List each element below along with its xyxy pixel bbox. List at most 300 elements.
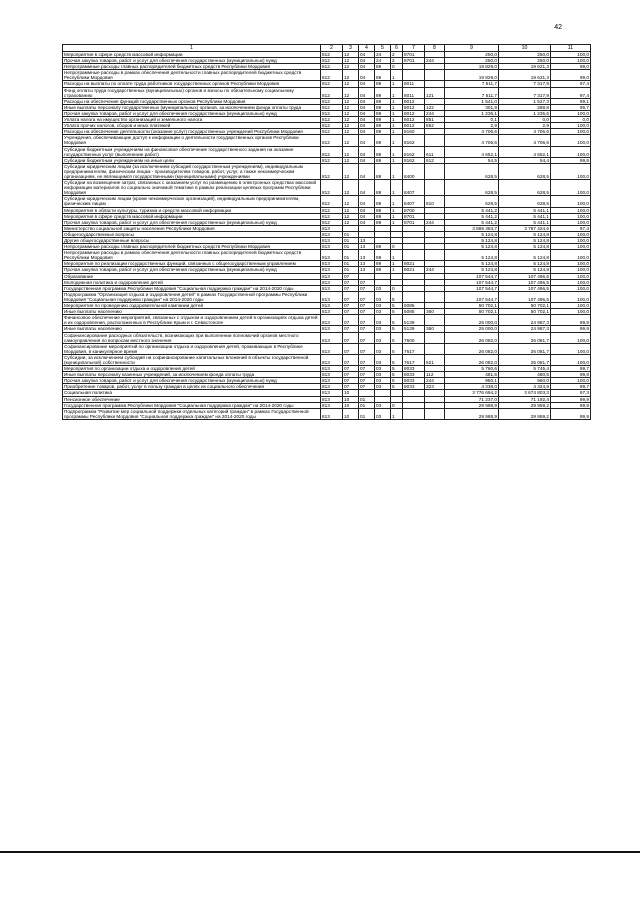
row-value: 812 — [321, 135, 343, 146]
row-value: 26 081,7 — [499, 343, 551, 354]
row-value: 1 — [391, 196, 403, 207]
row-value: 10 — [343, 402, 359, 408]
row-value — [425, 135, 445, 146]
row-value: 107 496,5 — [499, 279, 551, 285]
row-value: 12 — [343, 163, 359, 179]
row-value: 89 — [375, 213, 391, 219]
row-value: 12 — [343, 58, 359, 64]
row-description: Прочая закупка товаров, работ и услуг для обеспечения государственных (муниципальных) нужд — [63, 110, 321, 116]
row-value: 12 — [343, 157, 359, 163]
row-value: 100,0 — [551, 343, 591, 354]
row-value: 07 — [343, 279, 359, 285]
row-value: 813 — [321, 378, 343, 384]
row-value — [425, 163, 445, 179]
row-value: 12 — [343, 129, 359, 135]
row-value: 07 — [359, 354, 375, 365]
row-value: 04 — [359, 98, 375, 104]
row-value: 100,0 — [551, 303, 591, 309]
row-value: 100,0 — [551, 123, 591, 129]
row-value: 5 124,8 — [445, 231, 499, 237]
row-value: 1 — [391, 110, 403, 116]
row-description: Фонд оплаты труда государственных (муниципальных) органов и взносы по обязательному социальному страхованию — [63, 87, 321, 98]
row-value: 5 441,2 — [445, 213, 499, 219]
row-value: 8700 — [403, 207, 425, 213]
row-value: 89 — [375, 180, 391, 196]
row-value: 89 — [375, 146, 391, 157]
row-value: 5 124,8 — [499, 231, 551, 237]
table-row — [63, 408, 591, 419]
row-value: 100,0 — [551, 110, 591, 116]
row-value: 812 — [321, 213, 343, 219]
row-value: 7600 — [403, 332, 425, 343]
row-description: Софинансирование расходных обязательств, возникающих при выполнении полномочий органов местного самоуправления по вопросам местного значения — [63, 332, 321, 343]
row-description: Софинансирование мероприятий по организации отдыха и оздоровления детей, проживающих в Республике Мордовия, в каникулярное время — [63, 343, 321, 354]
row-value — [425, 343, 445, 354]
row-value: 03 — [375, 408, 391, 419]
row-value: 5 — [391, 326, 403, 332]
row-value: 07 — [359, 309, 375, 315]
row-value: 5 124,8 — [445, 261, 499, 267]
row-value: 1 — [391, 213, 403, 219]
row-value: 0 — [391, 402, 403, 408]
row-value: 3 674 803,3 — [499, 390, 551, 396]
row-value: 5 — [391, 309, 403, 315]
row-value: 360 — [425, 309, 445, 315]
row-value: 628,5 — [445, 196, 499, 207]
row-value: 26 081,7 — [499, 332, 551, 343]
row-value: 07 — [359, 384, 375, 390]
row-description: Непрограммные расходы в рамках обеспечения деятельности главных распорядителей бюджетных средств Республики Мордовия — [63, 250, 321, 261]
row-value: 5 — [391, 303, 403, 309]
row-value: 100,0 — [551, 332, 591, 343]
row-value: 5139 — [403, 326, 425, 332]
header-cell-6: 6 — [391, 45, 403, 52]
row-value: 12 — [343, 81, 359, 87]
row-value: 07 — [343, 384, 359, 390]
row-value: 107 496,5 — [499, 291, 551, 302]
row-value: 99,7 — [551, 384, 591, 390]
row-value: 960,1 — [445, 378, 499, 384]
row-value: 25 000,0 — [445, 326, 499, 332]
row-value: 89 — [375, 129, 391, 135]
row-value: 8021 — [403, 267, 425, 273]
row-value: 1 — [391, 157, 403, 163]
row-value: 1 — [391, 104, 403, 110]
row-value: 89 — [375, 123, 391, 129]
row-value: 5085 — [403, 309, 425, 315]
row-value: 628,5 — [499, 163, 551, 179]
row-value: 813 — [321, 238, 343, 244]
row-value: 813 — [321, 372, 343, 378]
row-value: 29 959,2 — [499, 408, 551, 419]
row-value: 24 987,3 — [499, 326, 551, 332]
table-row — [63, 135, 591, 146]
row-value: 03 — [375, 402, 391, 408]
row-value: 5 441,2 — [445, 207, 499, 213]
budget-table-sheet — [62, 44, 590, 420]
row-value: 812 — [321, 110, 343, 116]
row-value: 1 — [391, 81, 403, 87]
row-value: 89 — [375, 261, 391, 267]
row-description: Непрограммные расходы главных распорядителей бюджетных средств Республики Мордовия — [63, 64, 321, 70]
row-value — [425, 70, 445, 81]
row-description: Мероприятия в сфере средств массовой информации — [63, 213, 321, 219]
table-row — [63, 354, 591, 365]
row-value: 12 — [343, 135, 359, 146]
table-header — [63, 45, 591, 52]
row-value: 13 — [359, 261, 375, 267]
row-value: 71 192,4 — [499, 396, 551, 402]
row-value: 5 124,8 — [445, 250, 499, 261]
row-value: 13 — [359, 267, 375, 273]
row-value: 100,0 — [551, 250, 591, 261]
row-value: 812 — [321, 81, 343, 87]
row-description: Расходы на обеспечение функций государственных органов Республики Мордовия — [63, 98, 321, 104]
row-description: Пенсионное обеспечение — [63, 396, 321, 402]
row-value: 89 — [375, 117, 391, 123]
row-value: 07 — [359, 372, 375, 378]
row-value: 89 — [375, 81, 391, 87]
row-value: 01 — [343, 244, 359, 250]
row-description: Уплата налога на имущество организаций и земельного налога — [63, 117, 321, 123]
row-value: 812 — [321, 64, 343, 70]
row-value: 29 988,9 — [445, 402, 499, 408]
row-value: 1 — [391, 87, 403, 98]
row-value: 7617 — [403, 343, 425, 354]
row-value: 5 — [391, 372, 403, 378]
row-value: 7 317,9 — [499, 87, 551, 98]
row-value: 99,9 — [551, 408, 591, 419]
row-value: 521 — [425, 354, 445, 365]
row-value: 10 — [343, 390, 359, 396]
row-value: 07 — [343, 309, 359, 315]
row-value: 1 — [391, 267, 403, 273]
row-description: Общегосударственные вопросы — [63, 231, 321, 237]
row-value: 100,0 — [551, 291, 591, 302]
row-value: 8033 — [403, 372, 425, 378]
row-description: Прочая закупка товаров, работ и услуг для обеспечения государственных (муниципальных) нужд — [63, 219, 321, 225]
row-value: 8701 — [403, 213, 425, 219]
row-value: 813 — [321, 303, 343, 309]
row-value: 5 — [391, 378, 403, 384]
row-value: 03 — [375, 354, 391, 365]
row-value: 03 — [375, 366, 391, 372]
row-value: 5 124,8 — [445, 267, 499, 273]
row-value: 5139 — [403, 315, 425, 326]
row-value: 07 — [343, 343, 359, 354]
row-value: 250,0 — [445, 58, 499, 64]
row-value: 89 — [375, 207, 391, 213]
row-value: 89 — [375, 267, 391, 273]
row-value: 04 — [359, 81, 375, 87]
row-value: 244 — [425, 378, 445, 384]
header-cell-2: 2 — [321, 45, 343, 52]
row-description: Иные выплаты персоналу государственных (муниципальных) органов, за исключением фонда оплаты труда — [63, 104, 321, 110]
row-description: Уплата прочих налогов, сборов и иных платежей — [63, 123, 321, 129]
row-value: 03 — [375, 332, 391, 343]
row-value: 89 — [375, 98, 391, 104]
row-value: 5 124,8 — [445, 244, 499, 250]
row-description: Расходы на выплаты по оплате труда работников государственных органов Республики Мордовия — [63, 81, 321, 87]
table-row — [63, 180, 591, 196]
row-value: 97,3 — [551, 390, 591, 396]
row-value: 03 — [375, 372, 391, 378]
row-value: 07 — [359, 378, 375, 384]
row-value: 4 338,0 — [445, 384, 499, 390]
row-value: 07 — [359, 332, 375, 343]
row-value: 12 — [343, 104, 359, 110]
row-value: 97,4 — [551, 225, 591, 231]
row-value: 5 124,8 — [499, 238, 551, 244]
row-value: 07 — [359, 315, 375, 326]
row-value — [403, 408, 425, 419]
row-value: 5 — [391, 315, 403, 326]
row-value: 2 — [391, 52, 403, 58]
row-description: Мероприятия в области культуры, туризма и средств массовой информации — [63, 207, 321, 213]
row-value: 24 — [375, 52, 391, 58]
header-cell-7: 7 — [403, 45, 425, 52]
row-value: 8033 — [403, 366, 425, 372]
header-cell-1: 1 — [63, 45, 321, 52]
row-value: 54,5 — [445, 157, 499, 163]
row-value: 19 829,0 — [445, 70, 499, 81]
row-value: 24 — [375, 58, 391, 64]
row-value: 813 — [321, 267, 343, 273]
table-row — [63, 343, 591, 354]
row-value: 04 — [359, 110, 375, 116]
row-value: 10 — [343, 408, 359, 419]
row-value: 04 — [359, 196, 375, 207]
row-value: 813 — [321, 231, 343, 237]
row-value: 5 124,8 — [499, 261, 551, 267]
row-value: 813 — [321, 250, 343, 261]
row-value: 99,9 — [551, 396, 591, 402]
row-value: 8400 — [403, 163, 425, 179]
row-value: 100,0 — [551, 196, 591, 207]
row-value: 04 — [359, 70, 375, 81]
row-value: 481,5 — [445, 372, 499, 378]
row-value: 50 702,1 — [499, 309, 551, 315]
table-row — [63, 146, 591, 157]
row-value: 0 — [391, 64, 403, 70]
row-value: 244 — [425, 58, 445, 64]
header-cell-11: 11 — [551, 45, 591, 52]
row-value: 323 — [425, 384, 445, 390]
row-description: Прочая закупка товаров, работ и услуг для обеспечения государственных (муниципальных) нужд — [63, 267, 321, 273]
row-value: 812 — [321, 70, 343, 81]
row-value: 812 — [321, 180, 343, 196]
row-value: 29 959,2 — [499, 402, 551, 408]
row-description: Подпрограмма "Развитие мер социальной поддержки отдельных категорий граждан" в рамках Государственной программы Республики Мордовия "Социальная поддержка граждан" на 2014-2020 годы — [63, 408, 321, 419]
row-value: 122 — [425, 104, 445, 110]
row-value: 100,0 — [551, 378, 591, 384]
row-value: 812 — [321, 104, 343, 110]
table-row — [63, 70, 591, 81]
row-value: 12 — [343, 213, 359, 219]
row-value: 1 235,6 — [499, 110, 551, 116]
row-value: 810 — [425, 196, 445, 207]
table-row — [63, 315, 591, 326]
row-value: 89 — [375, 70, 391, 81]
row-description: Непрограммные расходы главных распорядителей бюджетных средств Республики Мордовия — [63, 244, 321, 250]
row-value: 100,0 — [551, 52, 591, 58]
row-description: Субсидии юридическим лицам (за исключением субсидий государственным учреждениям), индивидуальным предпринимателям, физическим лицам - производителям товаров, работ, услуг, а также некоммерческим организациям, не являющимся государственными (муниципальными) учреждениями — [63, 163, 321, 179]
row-value: 813 — [321, 244, 343, 250]
row-value: 8701 — [403, 58, 425, 64]
row-description: Государственная программа Республики Мордовия "Социальная поддержка граждан" на 2014-2020 годы — [63, 402, 321, 408]
budget-table — [62, 44, 591, 420]
row-value: 7 511,7 — [445, 81, 499, 87]
row-value: 8162 — [403, 157, 425, 163]
header-cell-9: 9 — [445, 45, 499, 52]
row-value: 100,0 — [551, 180, 591, 196]
row-value: 5 441,1 — [499, 219, 551, 225]
row-value: 5 — [391, 354, 403, 365]
row-value: 107 544,7 — [445, 291, 499, 302]
row-value: 812 — [321, 163, 343, 179]
table-row — [63, 87, 591, 98]
row-value: 813 — [321, 279, 343, 285]
row-value: 07 — [343, 366, 359, 372]
row-value: 8012 — [403, 123, 425, 129]
row-value: 8021 — [403, 261, 425, 267]
row-description: Субсидии бюджетным учреждениям на иные цели — [63, 157, 321, 163]
row-value: 100,0 — [551, 354, 591, 365]
row-value: 813 — [321, 354, 343, 365]
row-value: 1 — [391, 261, 403, 267]
row-value: 5 — [391, 366, 403, 372]
row-value: 3 889 383,7 — [445, 225, 499, 231]
row-value: 04 — [359, 123, 375, 129]
row-value: 0,1 — [445, 117, 499, 123]
row-value: 03 — [375, 303, 391, 309]
row-value: 19 621,3 — [499, 70, 551, 81]
row-value: 7 317,9 — [499, 81, 551, 87]
row-value: 07 — [359, 343, 375, 354]
row-value: 1 — [391, 146, 403, 157]
row-value: 26 082,0 — [445, 343, 499, 354]
row-value: 4 652,1 — [499, 146, 551, 157]
row-value: 07 — [343, 315, 359, 326]
row-value: 07 — [359, 291, 375, 302]
row-value: 03 — [375, 378, 391, 384]
row-value: 812 — [321, 129, 343, 135]
row-value: 1 — [391, 123, 403, 129]
row-value: 100,0 — [551, 207, 591, 213]
row-value: 97,4 — [551, 87, 591, 98]
row-value: 107 544,7 — [445, 273, 499, 279]
row-value: 4 324,9 — [499, 384, 551, 390]
row-description: Субсидии на возмещение затрат, связанных с оказанием услуг по размещению в электронных средствах массовой информации материалов по социально значимой тематике в рамках реализации целевых программ Республики Мордовия — [63, 180, 321, 196]
row-value: 1 — [391, 129, 403, 135]
row-value: 812 — [321, 52, 343, 58]
row-value: 26 082,0 — [445, 354, 499, 365]
row-value: 480,5 — [499, 372, 551, 378]
row-value: 813 — [321, 225, 343, 231]
row-value — [403, 70, 425, 81]
row-value: 26 082,0 — [445, 332, 499, 343]
row-value: 12 — [343, 87, 359, 98]
row-value: 628,5 — [499, 196, 551, 207]
row-value: 812 — [321, 123, 343, 129]
row-value: 01 — [343, 250, 359, 261]
row-value: 26 081,7 — [499, 354, 551, 365]
row-value: 89 — [375, 250, 391, 261]
row-value: 89 — [375, 163, 391, 179]
row-value: 50 702,1 — [499, 303, 551, 309]
row-value: 04 — [359, 129, 375, 135]
row-value: 04 — [359, 213, 375, 219]
row-description: Прочая закупка товаров, работ и услуг для обеспечения государственных (муниципальных) нужд — [63, 378, 321, 384]
row-value: 813 — [321, 285, 343, 291]
row-description: Субсидии, за исключением субсидий на софинансирование капитальных вложений в объекты государственной (муниципальной) собственности — [63, 354, 321, 365]
row-value: 100,0 — [551, 129, 591, 135]
row-value: 04 — [359, 52, 375, 58]
table-row — [63, 332, 591, 343]
row-value: 5085 — [403, 303, 425, 309]
row-value: 89 — [375, 196, 391, 207]
row-value: 612 — [425, 157, 445, 163]
row-value: 107 496,5 — [499, 285, 551, 291]
row-description: Мероприятия в сфере средств массовой информации — [63, 52, 321, 58]
row-value: 250,0 — [499, 52, 551, 58]
header-cell-5: 5 — [375, 45, 391, 52]
row-value: 99,0 — [551, 70, 591, 81]
row-value: 628,5 — [445, 180, 499, 196]
row-value: 851 — [425, 117, 445, 123]
row-value: 813 — [321, 408, 343, 419]
row-value: 5 441,1 — [499, 207, 551, 213]
row-value: 5 745,4 — [499, 366, 551, 372]
row-value: 99,8 — [551, 372, 591, 378]
row-value: 960,0 — [499, 378, 551, 384]
row-value: 04 — [359, 104, 375, 110]
row-description: Мероприятия по проведению оздоровительной кампании детей — [63, 303, 321, 309]
row-value: 813 — [321, 384, 343, 390]
row-value: 04 — [359, 219, 375, 225]
row-value: 5 — [391, 343, 403, 354]
row-value: 99,9 — [551, 315, 591, 326]
row-value: 100,0 — [551, 213, 591, 219]
row-value: 8012 — [403, 98, 425, 104]
row-value: 04 — [359, 135, 375, 146]
row-value: 07 — [343, 354, 359, 365]
row-value: 99,0 — [551, 64, 591, 70]
row-value: 812 — [321, 196, 343, 207]
row-value: 4 706,6 — [499, 135, 551, 146]
row-value: 03 — [375, 291, 391, 302]
row-value: 813 — [321, 396, 343, 402]
row-value: 54,4 — [499, 157, 551, 163]
row-value: 89 — [375, 244, 391, 250]
row-value: 3 776 694,2 — [445, 390, 499, 396]
row-value: 24 987,3 — [499, 315, 551, 326]
row-value: 5 — [391, 332, 403, 343]
row-description: Социальная политика — [63, 390, 321, 396]
row-value: 29 988,9 — [445, 408, 499, 419]
row-value: 5 441,2 — [445, 219, 499, 225]
row-value: 1 — [391, 180, 403, 196]
row-value — [425, 250, 445, 261]
row-value: 89 — [375, 110, 391, 116]
row-value: 100,0 — [551, 219, 591, 225]
row-value: 1 — [391, 250, 403, 261]
row-value: 107 496,5 — [499, 273, 551, 279]
row-description: Финансовое обеспечение мероприятий, связанных с отдыхом и оздоровлением детей в организациях отдыха детей и их оздоровления, расположенных в Республике Крым и г. Севастополе — [63, 315, 321, 326]
row-value: 112 — [425, 372, 445, 378]
row-value: 04 — [359, 207, 375, 213]
row-value: 3 787 424,6 — [499, 225, 551, 231]
